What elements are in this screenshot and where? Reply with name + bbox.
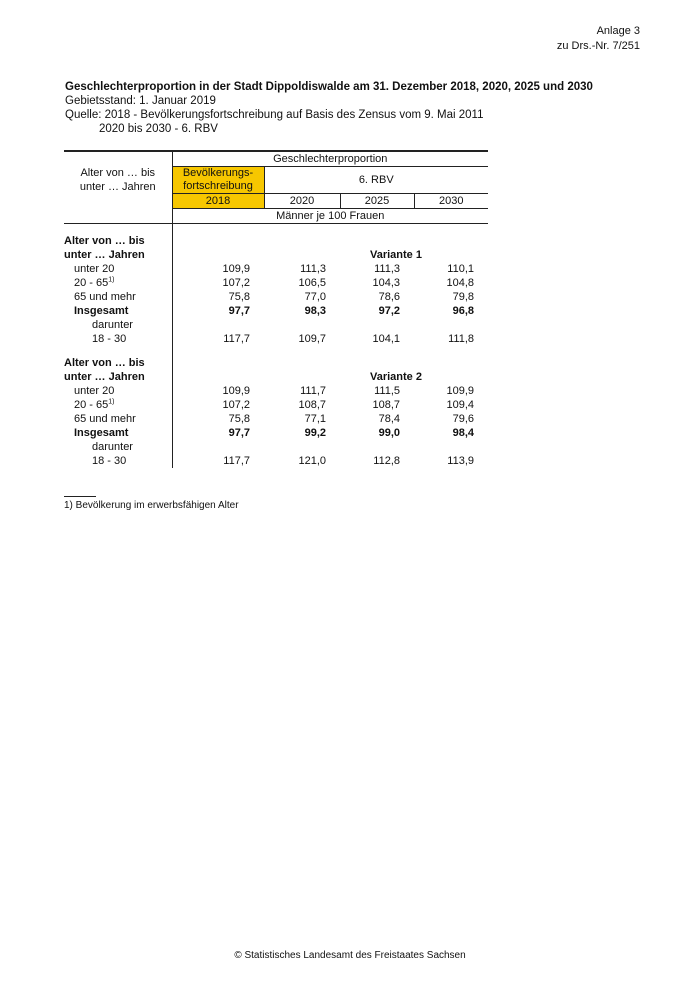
- cell: 111,8: [448, 333, 474, 345]
- cell: 104,8: [446, 277, 474, 289]
- year-2018: 2018: [172, 194, 264, 209]
- row-label: darunter: [92, 441, 133, 453]
- cell: 109,4: [446, 399, 474, 411]
- page-footer: © Statistisches Landesamt des Freistaates Sachsen: [234, 950, 466, 961]
- bev-line1: Bevölkerungs-: [182, 167, 254, 179]
- cell: 109,9: [172, 384, 264, 398]
- cell: 79,6: [452, 413, 474, 425]
- variant-label: Variante 2: [370, 371, 422, 383]
- cell: 104,3: [372, 277, 400, 289]
- data-table: [64, 150, 488, 468]
- cell: 111,5: [374, 385, 400, 397]
- cell: 117,7: [172, 332, 264, 346]
- row-label: unter 20: [74, 385, 115, 397]
- row-label: darunter: [92, 319, 133, 331]
- section-stub-line1: Alter von … bis: [64, 357, 145, 369]
- cell: 99,0: [378, 427, 400, 439]
- cell: 75,8: [172, 290, 264, 304]
- section-stub-line2: unter … Jahren: [64, 371, 145, 383]
- cell: 108,7: [298, 399, 326, 411]
- cell: 78,6: [378, 291, 400, 303]
- variant-label: Variante 1: [370, 249, 422, 261]
- row-label: 65 und mehr: [74, 413, 136, 425]
- bev-header: [172, 167, 264, 194]
- blank-cell: [264, 318, 488, 332]
- blank-cell: [172, 318, 264, 332]
- cell: 106,5: [298, 277, 326, 289]
- row-label: 18 - 30: [92, 333, 127, 345]
- cell: 79,8: [452, 291, 474, 303]
- cell: 109,7: [298, 333, 326, 345]
- cell: 78,4: [378, 413, 400, 425]
- footnote-rule: [64, 496, 96, 497]
- blank-cell: [172, 440, 264, 454]
- unit-label: Männer je 100 Frauen: [172, 209, 488, 224]
- table-row: [64, 426, 488, 440]
- year-2025: 2025: [340, 194, 414, 209]
- cell: 111,7: [300, 385, 326, 397]
- row-label: 65 und mehr: [74, 291, 136, 303]
- row-label-text: 20 - 65: [74, 399, 109, 411]
- attachment-label: [557, 24, 640, 54]
- rbv-header: 6. RBV: [264, 167, 488, 194]
- section-stub-line2: unter … Jahren: [64, 249, 145, 261]
- blank-cell: [264, 440, 488, 454]
- cell: 107,2: [172, 276, 264, 290]
- table-row: [64, 276, 488, 290]
- cell: 117,7: [172, 454, 264, 468]
- anlage-text: Anlage 3: [596, 25, 640, 37]
- table-row: [64, 318, 488, 332]
- source-line-2: 2020 bis 2030 - 6. RBV: [99, 123, 218, 135]
- cell: 98,3: [304, 305, 326, 317]
- cell: 110,1: [447, 263, 474, 275]
- row-label: Insgesamt: [74, 427, 129, 439]
- row-label: unter 20: [74, 263, 115, 275]
- cell: 109,9: [172, 262, 264, 276]
- cell: 97,2: [378, 305, 400, 317]
- row-label: [64, 276, 172, 290]
- source-line: Quelle: 2018 - Bevölkerungsfortschreibung auf Basis des Zensus vom 9. Mai 2011: [65, 109, 484, 121]
- table-row: [64, 454, 488, 468]
- cell: 112,8: [373, 455, 400, 467]
- blank-cell: [172, 356, 264, 370]
- table-row: [64, 332, 488, 346]
- blank-cell: [264, 356, 488, 370]
- stub-empty: [64, 209, 172, 224]
- footnote-ref: 1): [108, 398, 115, 406]
- row-label-text: 20 - 65: [74, 277, 109, 289]
- stub-header-line2: unter … Jahren: [79, 181, 156, 194]
- year-2020: 2020: [264, 194, 340, 209]
- gebietsstand: Gebietsstand: 1. Januar 2019: [65, 95, 216, 107]
- cell: 107,2: [172, 398, 264, 412]
- cell: 113,9: [447, 455, 474, 467]
- cell: 77,1: [304, 413, 326, 425]
- footnote-ref: 1): [108, 276, 115, 284]
- group-header: Geschlechterproportion: [172, 151, 488, 167]
- cell: 97,7: [172, 426, 264, 440]
- cell: 108,7: [372, 399, 400, 411]
- drs-number: zu Drs.-Nr. 7/251: [556, 40, 640, 52]
- table-row: [64, 412, 488, 426]
- title-block: [65, 80, 593, 136]
- year-2030: 2030: [414, 194, 488, 209]
- table-row: [64, 384, 488, 398]
- row-label: [64, 398, 172, 412]
- section-stub-line1: Alter von … bis: [64, 235, 145, 247]
- table-row: [64, 398, 488, 412]
- blank-cell: [172, 370, 264, 384]
- stub-header-line1: Alter von … bis: [80, 167, 156, 180]
- cell: 111,3: [374, 263, 400, 275]
- footnote: 1) Bevölkerung im erwerbsfähigen Alter: [64, 500, 239, 511]
- cell: 99,2: [304, 427, 326, 439]
- blank-cell: [172, 234, 264, 248]
- row-label: Insgesamt: [74, 305, 129, 317]
- cell: 109,9: [446, 385, 474, 397]
- cell: 111,3: [300, 263, 326, 275]
- cell: 98,4: [452, 427, 474, 439]
- page-title: Geschlechterproportion in der Stadt Dippoldiswalde am 31. Dezember 2018, 2020, 2025 und 2030: [65, 81, 593, 93]
- cell: 121,0: [298, 455, 326, 467]
- cell: 77,0: [304, 291, 326, 303]
- row-label: 18 - 30: [92, 455, 127, 467]
- table-row: [64, 290, 488, 304]
- cell: 96,8: [452, 305, 474, 317]
- stub-header: [64, 151, 172, 209]
- cell: 75,8: [172, 412, 264, 426]
- table-row: [64, 440, 488, 454]
- blank-cell: [264, 234, 488, 248]
- cell: 104,1: [372, 333, 400, 345]
- table-row: [64, 262, 488, 276]
- table-row: [64, 304, 488, 318]
- bev-line2: fortschreibung: [183, 180, 253, 192]
- cell: 97,7: [172, 304, 264, 318]
- blank-cell: [172, 248, 264, 262]
